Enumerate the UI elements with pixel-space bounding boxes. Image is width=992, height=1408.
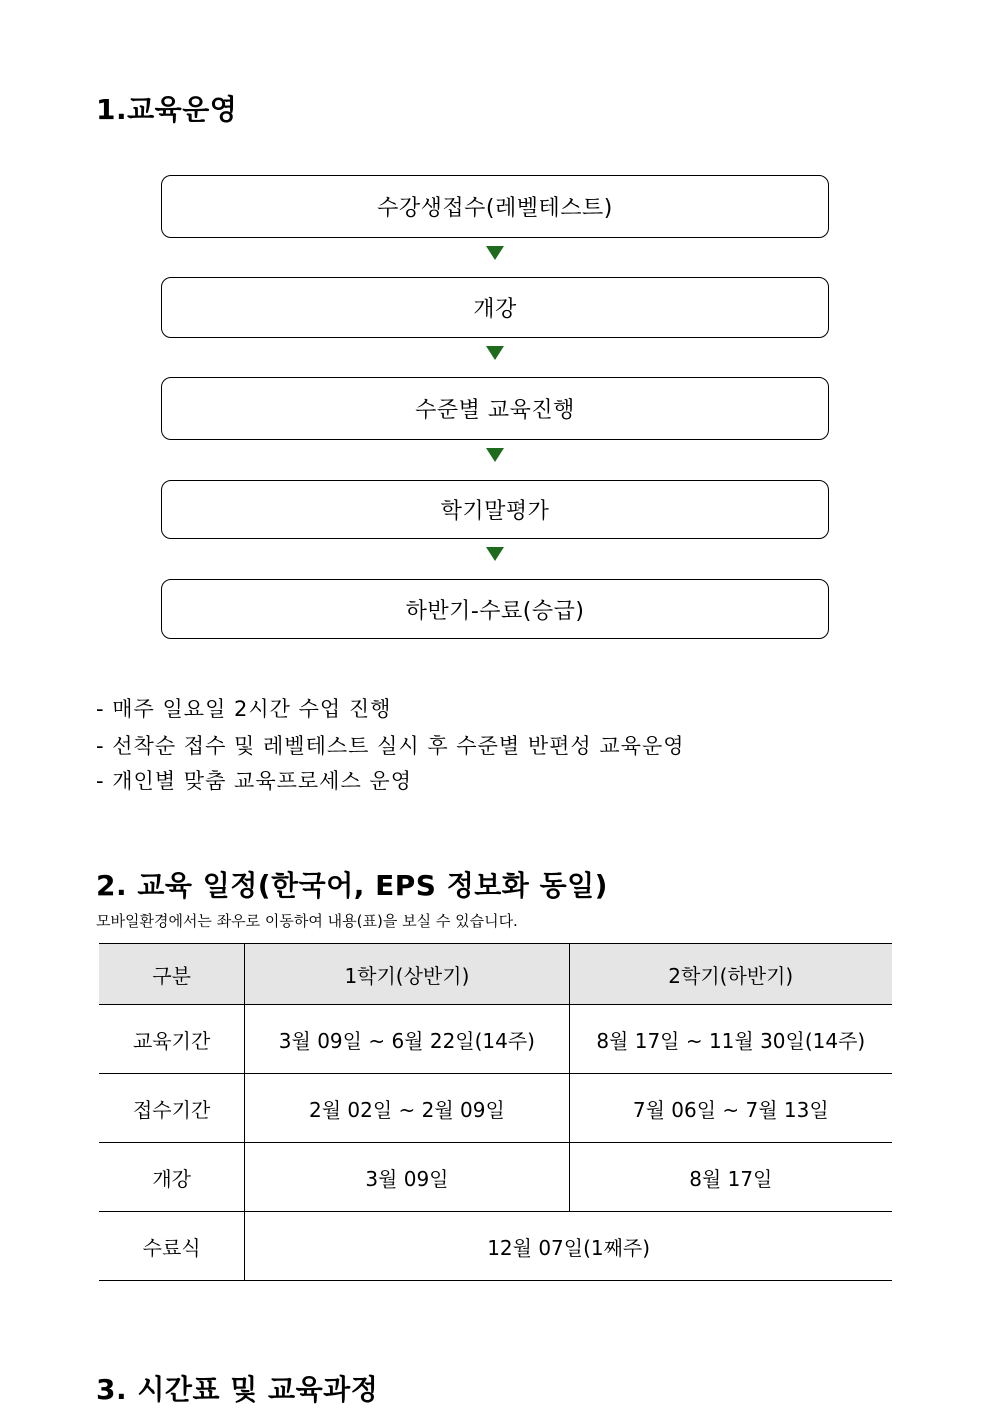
row-label: 수료식 — [99, 1212, 245, 1281]
header-second-semester: 2학기(하반기) — [569, 944, 892, 1005]
table-row — [99, 1143, 892, 1212]
schedule-table — [99, 943, 892, 1281]
bullet-item: - 선착순 접수 및 레벨테스트 실시 후 수준별 반편성 교육운영 — [96, 734, 685, 758]
header-first-semester: 1학기(상반기) — [245, 944, 569, 1005]
first-semester-value: 3월 09일 — [245, 1143, 569, 1212]
row-label: 접수기간 — [99, 1074, 245, 1143]
first-semester-value: 2월 02일 ~ 2월 09일 — [245, 1074, 569, 1143]
bullet-item: - 매주 일요일 2시간 수업 진행 — [96, 697, 392, 721]
table-row-completion — [99, 1212, 892, 1281]
section1-heading: 1.교육운영 — [96, 93, 238, 126]
row-label: 개강 — [99, 1143, 245, 1212]
second-semester-value: 7월 06일 ~ 7월 13일 — [569, 1074, 892, 1143]
table-row — [99, 1005, 892, 1074]
flow-step-leveled-education: 수준별 교육진행 — [161, 377, 829, 440]
first-semester-value: 3월 09일 ~ 6월 22일(14주) — [245, 1005, 569, 1074]
completion-ceremony-value: 12월 07일(1째주) — [245, 1212, 892, 1281]
header-category: 구분 — [99, 944, 245, 1005]
second-semester-value: 8월 17일 — [569, 1143, 892, 1212]
row-label: 교육기간 — [99, 1005, 245, 1074]
flow-step-completion: 하반기-수료(승급) — [161, 579, 829, 639]
section2-heading: 2. 교육 일정(한국어, EPS 정보화 동일) — [96, 869, 608, 902]
bullet-item: - 개인별 맞춤 교육프로세스 운영 — [96, 769, 412, 793]
flow-step-registration: 수강생접수(레벨테스트) — [161, 175, 829, 238]
mobile-scroll-note: 모바일환경에서는 좌우로 이동하여 내용(표)을 보실 수 있습니다. — [96, 912, 518, 930]
arrow-down-icon — [486, 547, 504, 561]
section3-heading: 3. 시간표 및 교육과정 — [96, 1373, 379, 1406]
second-semester-value: 8월 17일 ~ 11월 30일(14주) — [569, 1005, 892, 1074]
flow-step-opening: 개강 — [161, 277, 829, 338]
table-header-row — [99, 944, 892, 1005]
table-row — [99, 1074, 892, 1143]
flow-step-final-evaluation: 학기말평가 — [161, 480, 829, 539]
arrow-down-icon — [486, 346, 504, 360]
arrow-down-icon — [486, 448, 504, 462]
arrow-down-icon — [486, 246, 504, 260]
